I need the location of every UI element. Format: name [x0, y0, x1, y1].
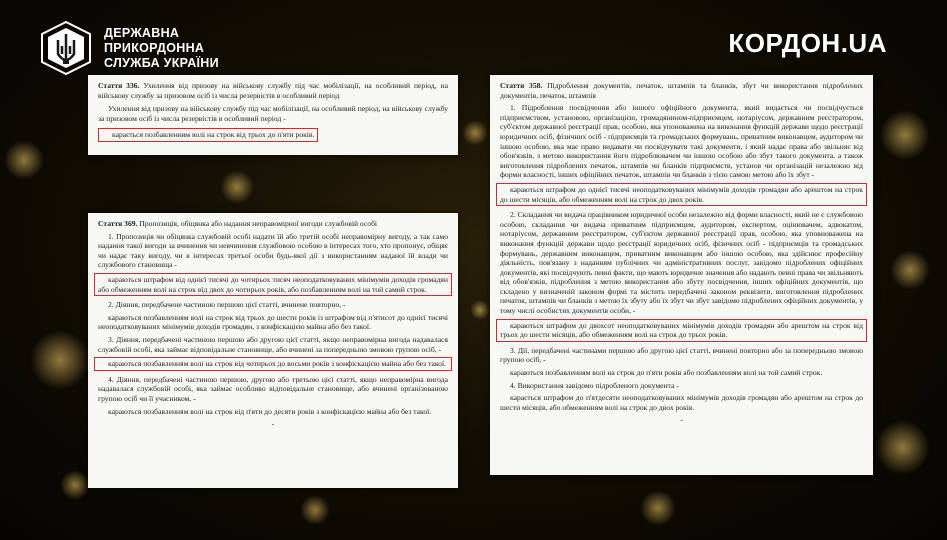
article-number: Стаття 358.	[500, 81, 543, 90]
penalty-text: караються позбавленням волі на строк до п'яти років або позбавленням волі на той самий строк.	[510, 368, 823, 378]
bokeh-light	[220, 170, 254, 204]
separator-dash: -	[271, 419, 275, 429]
article-paragraph: 3. Дії, передбачені частинами першою або другою цієї статті, вчинені повторно або за попередньою змовою групою осіб, -	[500, 345, 863, 365]
highlight-box	[98, 128, 318, 142]
article-title	[500, 81, 863, 100]
penalty-text: караються штрафом від однієї тисячі до чотирьох тисяч неоподатковуваних мінімумів доходів громадян або обмеженням волі на строк від двох до чотирьох років, або позбавленням волі на той самий строк.	[98, 274, 448, 294]
document-page-article-369	[88, 213, 458, 488]
logo-line: СЛУЖБА УКРАЇНИ	[104, 55, 219, 70]
dpsu-logo	[38, 20, 219, 76]
bokeh-light	[875, 420, 930, 475]
highlight-box	[94, 273, 452, 296]
trident-shield-icon	[38, 20, 94, 76]
brand-name: КОРДОН.UA	[728, 28, 887, 58]
document-page-article-336	[88, 75, 458, 155]
bokeh-light	[890, 250, 930, 290]
article-paragraph: 4. Використання завідомо підробленого документа -	[510, 380, 679, 390]
article-title-text: Пропозиція, обіцянка або надання неправомірної вигоди службовій особі	[137, 219, 378, 228]
article-paragraph: 1. Пропозиція чи обіцянка службовій особі надати їй або третій особі неправомірну вигоду, а так само надання такої вигоди за вчинення чи невчинення службовою особою в інтересах того, хто пропонує, обіцяє чи надає таку вигоду, чи в інтересах третьої особи будь-якої дії з використанням наданої їй влади чи службового становища -	[98, 231, 448, 270]
logo-text	[104, 26, 219, 71]
article-paragraph: 4. Діяння, передбачені частиною першою, другою або третьою цієї статті, якщо неправомірна вигода надавалася службовій особі, яка займає особливо відповідальне становище, або вчинені організованою групою осіб чи її учасником, -	[98, 374, 448, 403]
document-page-article-358	[490, 75, 873, 475]
article-title-text: Ухилення від призову на військову службу під час мобілізації, на особливий період, на військову службу за призовом осіб із числа резервістів в особливий період	[98, 81, 448, 100]
article-paragraph: 3. Діяння, передбачені частиною першою або другою цієї статті, якщо неправомірна вигода надавалася службовій особі, яка займає відповідальне становище, або вчинені за попередньою змовою групою осіб, -	[98, 334, 448, 354]
highlight-box	[94, 357, 452, 371]
bokeh-light	[30, 330, 90, 390]
bokeh-light	[4, 140, 44, 180]
penalty-text: караються штрафом до двохсот неоподатковуваних мінімумів доходів громадян або арештом на строк від трьох до шести місяців, або обмеженням волі на строк до трьох років.	[500, 320, 863, 340]
article-number: Стаття 369.	[98, 219, 138, 228]
logo-line: ПРИКОРДОННА	[104, 40, 205, 55]
bokeh-light	[300, 495, 330, 525]
separator-dash: -	[680, 415, 683, 425]
penalty-text: караються позбавленням волі на строк від трьох до шести років із штрафом від п'ятисот до однієї тисячі неоподатковуваних мінімумів доходів громадян, з конфіскацією майна або без такої.	[98, 312, 448, 332]
logo-line: ДЕРЖАВНА	[104, 25, 180, 40]
article-paragraph: 1. Підроблення посвідчення або іншого офіційного документа, який видається чи посвідчується підприємством, установою, організацією, громадянином-підприємцем, нотаріусом, державним реєстратором, суб'єктом державної реєстрації прав, особою, яка упоноважена на виконання функцій держави щодо реєстрації юридичних осіб, фізичних осіб - підприємців та громадських формувань, приватним виконавцем, аудитором чи іншою особою, яка має право видавати чи посвідчувати такі документи, і який надає права або звільняє від обов'язків, з метою використання його підроблювачем чи іншою особою або збут такого документа, а також виготовлення підроблених печаток, штампів чи бланків підприємств, установ чи організацій незалежно від форми власності, інших офіційних печаток, штампів чи бланків з тією самою метою або їх збут -	[500, 103, 863, 180]
highlight-box	[496, 183, 867, 206]
article-paragraph: 2. Діяння, передбачене частиною першою цієї статті, вчинене повторно, -	[108, 300, 346, 310]
penalty-text: карається штрафом до п'ятдесяти неоподатковуваних мінімумів доходів громадян або арештом на строк до шести місяців, або обмеженням волі на строк до двох років.	[500, 393, 863, 412]
article-title-text: Підроблення документів, печаток, штампів та бланків, збут чи використання підроблених документів, печаток, штампів	[500, 81, 863, 100]
article-paragraph: 2. Складання чи видача працівником юридичної особи незалежно від форми власності, який не є службовою особою, складання чи видача приватним підприємцем, аудитором, експертом, оцінювачем, адвокатом, нотаріусом, державним реєстратором, суб'єктом державної реєстрації прав, особою, яка уповноважена на виконання функцій держави щодо реєстрації юридичних осіб, фізичних осіб - підприємців та громадських формувань, державним виконавцем, приватним виконавцем або іншою особою, яка здійснює професійну діяльність, пов'язану з наданням публічних чи адміністративних послуг, завідомо підроблених офіційних документів, які посвідчують певні факти, що мають юридичне значення або надають певні права чи звільняють від обов'язків, підроблення з метою використання або збуту посвідчення, інших офіційних документів, що складено у визначеній законом формі та містить передбачені законом реквізити, виготовлення підроблених печаток, штампів чи бланків з метою їх збуту або їх збут чи збут завідомо підроблених офіційних документів, у тому числі особистих документів особи, -	[500, 210, 863, 316]
bokeh-light	[640, 490, 676, 526]
penalty-text: карається позбавленням волі на строк від трьох до п'яти років.	[112, 130, 315, 140]
penalty-text: караються штрафом до однієї тисячі неоподатковуваних мінімумів доходів громадян або арештом на строк до шести місяців, або обмеженням волі на строк до двох років.	[500, 184, 863, 204]
penalty-text: караються позбавленням волі на строк від чотирьох до восьми років з конфіскацією майна або без такої.	[108, 359, 446, 369]
bokeh-light	[880, 110, 930, 160]
bokeh-light	[470, 300, 490, 320]
penalty-text: караються позбавленням волі на строк від п'яти до десяти років з конфіскацією майна або без такої.	[108, 406, 432, 416]
article-number: Стаття 336.	[98, 81, 140, 90]
highlight-box	[496, 319, 867, 342]
bokeh-light	[462, 120, 488, 146]
article-title	[98, 219, 448, 229]
bokeh-light	[60, 470, 90, 500]
article-text: Ухилення від призову на військову службу під час мобілізації, на особливий період, на військову службу за призовом осіб із числа резервістів в особливий період -	[98, 104, 448, 123]
article-title	[98, 81, 448, 100]
